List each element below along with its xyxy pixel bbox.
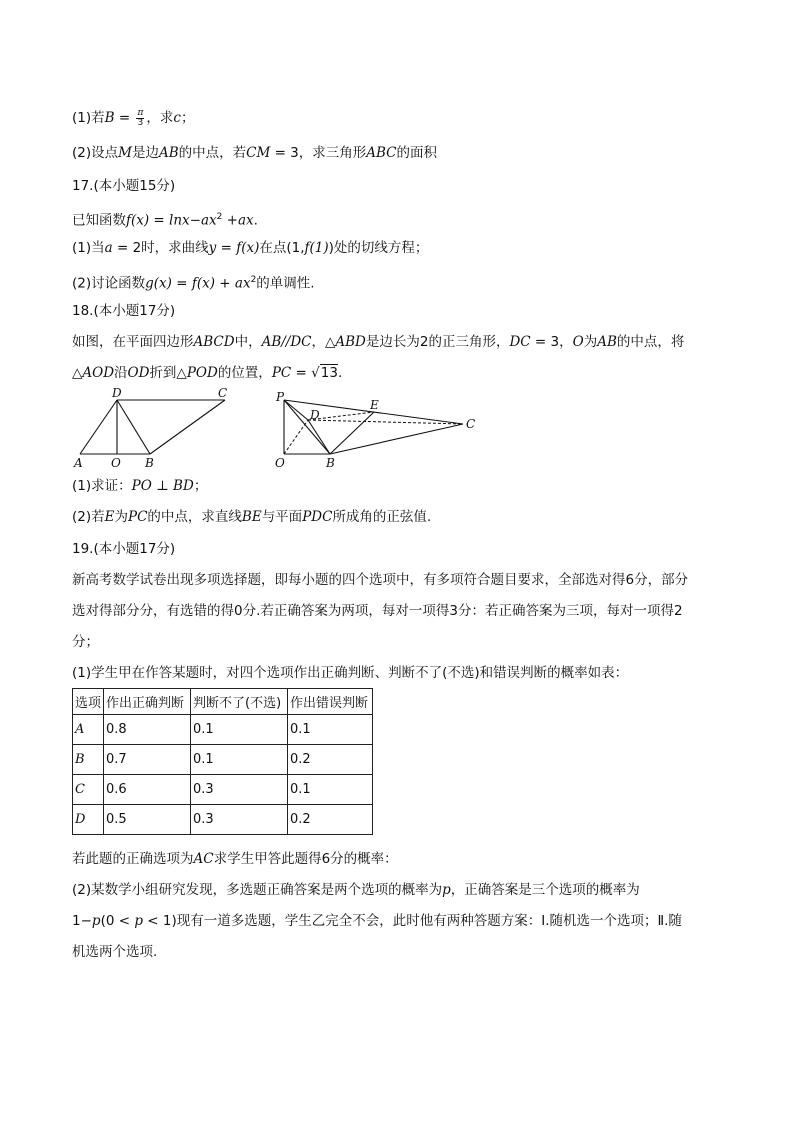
fraction: $\frac{\pi}{3}$ — [137, 107, 144, 128]
table-header-cell: 作出正确判断 — [104, 689, 191, 715]
table-header-cell: 选项 — [73, 689, 104, 715]
q17-intro: 已知函数$f(x) = \ln x-ax^2 +ax$. — [72, 212, 258, 229]
q19-header: 19.(本小题17分) — [72, 541, 176, 557]
label-P: P — [276, 390, 285, 404]
edge-BE — [330, 412, 374, 454]
q19-intro-line: 选对得部分分，有选错的得0分.若正确答案为两项，每对一项得3分：若正确答案为三项，每对一项得2 — [72, 603, 683, 619]
q19-after-table: 若此题的正确选项为AC求学生甲答此题得6分的概率： — [72, 851, 398, 867]
table-cell: D — [73, 805, 104, 835]
q19-part2-line2: 1−p(0 < p < 1)现有一道多选题，学生乙完全不会，此时他有两种答题方案：Ⅰ.随机选一个选项；Ⅱ.随 — [72, 913, 682, 929]
label-E: E — [370, 398, 379, 412]
table-cell: 0.2 — [288, 805, 373, 835]
table-cell: 0.3 — [191, 805, 288, 835]
edge-BC — [150, 400, 225, 454]
label-B: B — [145, 456, 154, 470]
q18-header: 18.(本小题17分) — [72, 303, 176, 319]
figure-quadrilateral — [60, 384, 240, 472]
edge-BC — [330, 424, 463, 454]
table-header-row — [73, 689, 373, 715]
q18-part2: (2)若E为PC的中点，求直线BE与平面PDC所成角的正弦值. — [72, 509, 432, 525]
figure-folded-solid — [270, 388, 485, 472]
q19-part2-line1: (2)某数学小组研究发现，多选题正确答案是两个选项的概率为p，正确答案是三个选项的概率为 — [72, 882, 640, 898]
edge-DB — [308, 420, 330, 454]
table-cell: 0.6 — [104, 775, 191, 805]
table-cell: 0.1 — [191, 745, 288, 775]
table-cell: 0.7 — [104, 745, 191, 775]
table-cell: B — [73, 745, 104, 775]
label-C: C — [466, 417, 476, 431]
q19-part1: (1)学生甲在作答某题时，对四个选项作出正确判断、判断不了(不选)和错误判断的概率如表： — [72, 665, 629, 681]
q19-part2-line3: 机选两个选项. — [72, 944, 158, 960]
edge-OD-hidden — [284, 420, 308, 454]
q17-part2: (2)讨论函数$g(x) = f(x) + ax^2$的单调性. — [72, 275, 315, 292]
table-cell: 0.5 — [104, 805, 191, 835]
table-header-cell: 判断不了(不选) — [191, 689, 288, 715]
label-D: D — [112, 386, 122, 400]
label-A: A — [74, 456, 83, 470]
q19-intro-line: 分； — [72, 634, 99, 650]
q16-part2: (2)设点M是边AB的中点，若CM = 3，求三角形ABC的面积 — [72, 145, 438, 161]
q16-part1: (1)若B = $\frac{\pi}{3}$ ，求c； — [72, 107, 195, 128]
table-cell: 0.2 — [288, 745, 373, 775]
table-row — [73, 775, 373, 805]
q18-line2: △AOD沿OD折到△POD的位置，PC = √13. — [72, 365, 343, 381]
table-cell: 0.1 — [288, 715, 373, 745]
q17-part1: (1)当a = 2时，求曲线y = f(x)在点(1,f(1))处的切线方程； — [72, 240, 429, 256]
label-O: O — [275, 456, 285, 470]
label-D: D — [310, 408, 320, 422]
table-cell: 0.1 — [288, 775, 373, 805]
table-cell: 0.1 — [191, 715, 288, 745]
table-cell: A — [73, 715, 104, 745]
table-cell: 0.8 — [104, 715, 191, 745]
edge-DB — [117, 400, 150, 454]
table-row — [73, 805, 373, 835]
table-header-cell: 作出错误判断 — [288, 689, 373, 715]
q18-line1: 如图，在平面四边形ABCD中，AB//DC，△ABD是边长为2的正三角形，DC = 3，O为AB的中点，将 — [72, 334, 685, 350]
label-B: B — [326, 456, 335, 470]
table-cell: C — [73, 775, 104, 805]
probability-table — [72, 688, 373, 835]
q18-part1: (1)求证：PO ⊥ BD； — [72, 478, 208, 494]
table-row — [73, 745, 373, 775]
q19-intro-line: 新高考数学试卷出现多项选择题，即每小题的四个选项中，有多项符合题目要求，全部选对得6分，部分 — [72, 572, 689, 588]
edge-PB — [284, 400, 330, 454]
q17-header: 17.(本小题15分) — [72, 178, 176, 194]
label-C: C — [218, 386, 228, 400]
edge-AD — [80, 400, 117, 454]
table-cell: 0.3 — [191, 775, 288, 805]
label-O: O — [111, 456, 121, 470]
table-row — [73, 715, 373, 745]
